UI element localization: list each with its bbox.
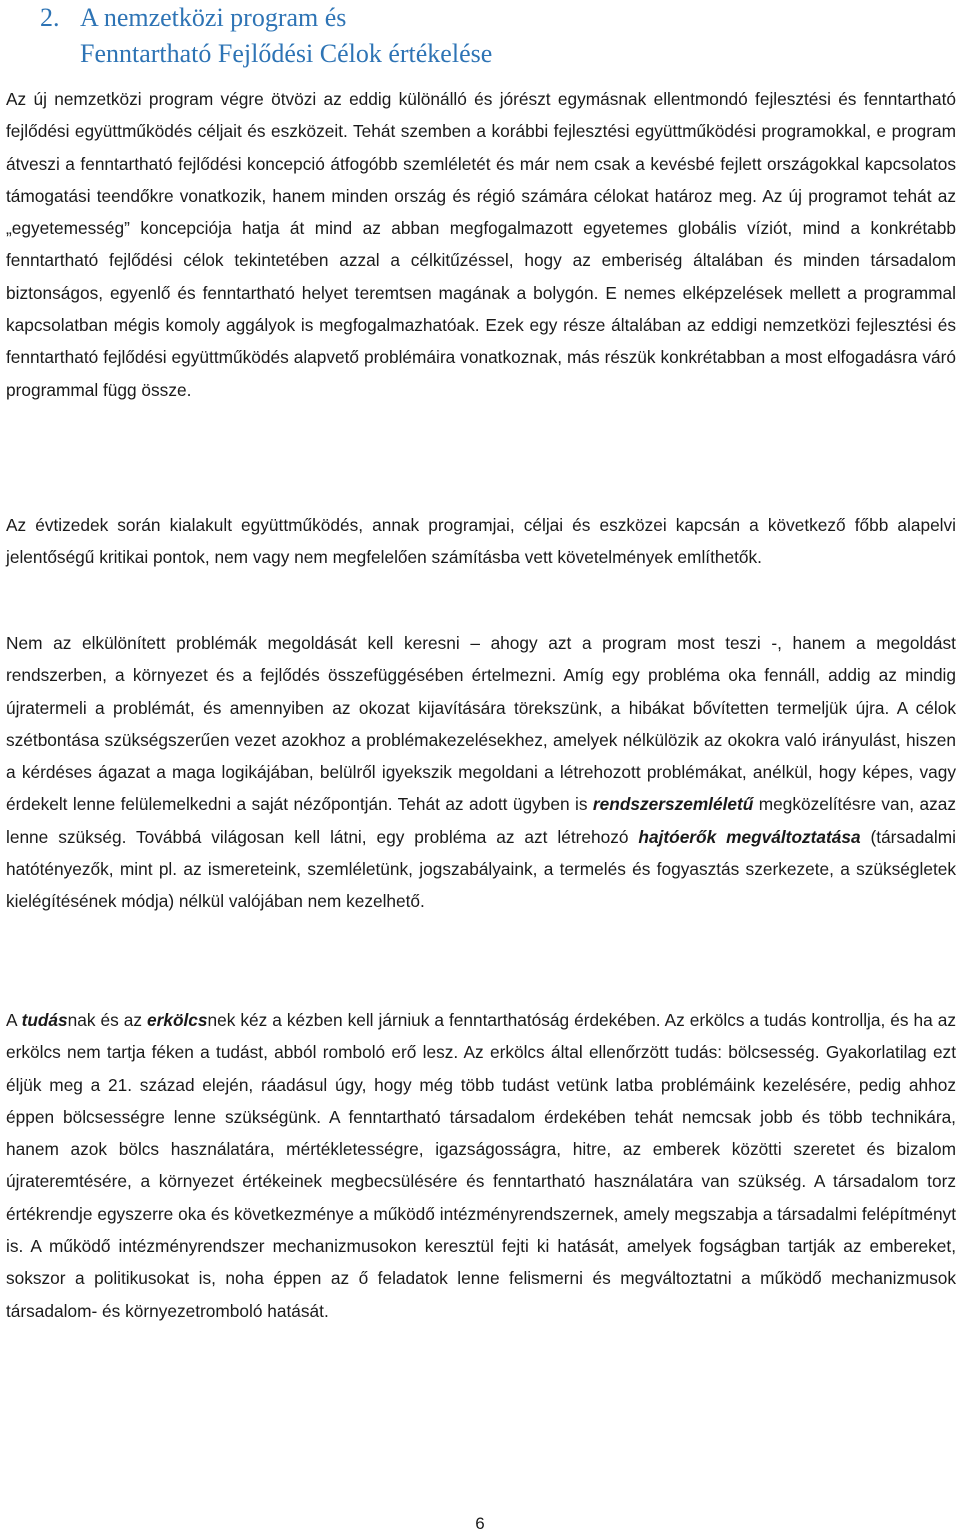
paragraph-1: Az új nemzetközi program végre ötvözi az eddig különálló és jórészt egymásnak ellentmondó fejlesztési és fenntartható fejlődési együttműködés céljait és eszközeit. Tehát szemben a korábbi fejlesztési együttműködési programokkal, e program átveszi a fenntartható fejlődési koncepció átfogóbb szemléletét és már nem csak a kevésbé fejlett országokkal kapcsolatos támogatási teendőkre vonatkozik, hanem minden ország és régió számára célokat határoz meg. Az új programot tehát az „egyetemesség” koncepciója hatja át mind az abban megfogalmazott egyetemes globális víziót, mind a konkrétabb fenntartható fejlődési célok tekintetében azzal a célkitűzéssel, hogy az emberiség általában és minden társadalom biztonságos, egyenlő és fenntartható helyet teremtsen magának a bolygón. E nemes elképzelések mellett a programmal kapcsolatban mégis komoly aggályok is megfogalmazhatóak. Ezek egy része általában az eddigi nemzetközi fejlesztési és fenntartható fejlődési együttműködés alapvető problémáira vonatkoznak, más részük konkrétabban a most elfogadásra váró programmal függ össze.	[6, 89, 956, 400]
emphasis-rendszerszemleletu: rendszerszemléletű	[592, 794, 754, 815]
paragraph-4-text-b: nak és az	[67, 1010, 147, 1030]
paragraph-3-text-c: (társadalmi hatótényezők, mint pl. az ismereteink, szemléletünk, jogszabályaink, a termelés és fogyasztás szerkezete, a szükségletek kielégítésének módja) nélkül valójában nem kezelhető.	[6, 826, 956, 912]
paragraph-4	[6, 1004, 956, 1327]
section-heading	[40, 0, 492, 72]
page-number: 6	[475, 1514, 485, 1533]
emphasis-tudas: tudás	[21, 1010, 68, 1030]
paragraph-3-text-a: Nem az elkülönített problémák megoldását kell keresni – ahogy azt a program most teszi -, hanem a megoldást rendszerben, a környezet és a fejlődés összefüggésében értelmezni. Amíg egy probléma oka fennáll, addig az mindig újratermeli a problémát, és amennyiben az okozat kijavítására törekszünk, a hibákat bővítetten termeljük újra. A célok szétbontása szükségszerűen vezet azokhoz a problémakezelésekhez, amelyek nélkülözik az okokra való irányulást, hiszen a kérdéses ágazat a maga logikájában, belülről igyekszik megoldani a létrehozott problémákat, anélkül, hogy képes, vagy érdekelt lenne felülemelkedni a saját nézőpontján. Tehát az adott ügyben is	[6, 633, 956, 815]
emphasis-erkolcs: erkölcs	[147, 1010, 208, 1030]
section-number: 2.	[40, 3, 60, 32]
paragraph-3-text-b: megközelítésre van, azaz lenne szükség. Továbbá világosan kell látni, egy probléma az azt létrehozó	[6, 794, 956, 847]
paragraph-4-text-a: A	[6, 1010, 22, 1030]
section-title-line-2: Fenntartható Fejlődési Célok értékelése	[80, 39, 493, 68]
emphasis-hajtoerok: hajtóerők megváltoztatása	[638, 826, 861, 847]
paragraph-4-text-c: nek kéz a kézben kell járniuk a fenntarthatóság érdekében. Az erkölcs a tudás kontrollja, és ha az erkölcs nem tartja féken a tudást, abból romboló erő lesz. Az erkölcs által ellenőrzött tudás: bölcsesség. Gyakorlatilag ezt éljük meg a 21. század elején, ráadásul úgy, hogy még több tudást vetünk latba problémáink kezelésére, pedig ahhoz éppen bölcsességre lenne szükségünk. A fenntartható társadalom érdekében tehát nemcsak jobb és több technikára, hanem azok bölcs használatára, mértékletességre, igazságosságra, hitre, az emberek közötti szeretet és bizalom újrateremtésére, a környezet értékeinek megbecsülésére és fenntartható használatára van szükség. A társadalom torz értékrendje egyszerre oka és következménye a működő intézményrendszernek, amely megszabja a társadalmi felépítményt is. A működő intézményrendszer mechanizmusokon keresztül fejti ki hatását, amelyek fogságban tartják az embereket, sokszor a politikusokat is, noha éppen az ő feladatok lenne felismerni és megváltoztatni a működő mechanizmusok társadalom- és környezetromboló hatását.	[6, 1010, 956, 1321]
paragraph-2: Az évtizedek során kialakult együttműködés, annak programjai, céljai és eszközei kapcsán a következő főbb alapelvi jelentőségű kritikai pontok, nem vagy nem megfelelően számításba vett követelmények említhetők.	[6, 515, 956, 568]
section-title-line-1: A nemzetközi program és	[80, 3, 347, 32]
paragraph-3	[6, 627, 956, 918]
